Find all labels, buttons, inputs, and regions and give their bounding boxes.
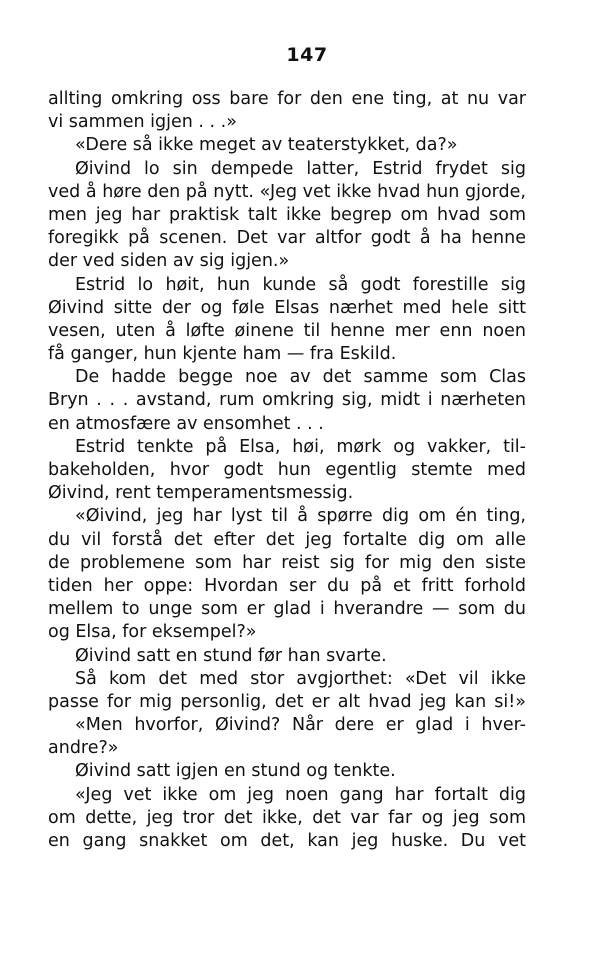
page-number: 147: [286, 44, 328, 66]
text-line: få ganger, hun kjente ham — fra Eskild.: [48, 344, 397, 365]
text-line: men jeg har praktisk talt ikke begrep om hvad som: [48, 204, 526, 225]
text-line: bakeholden, hvor godt hun egentlig stemte med: [48, 460, 526, 480]
text-line: om dette, jeg tror det ikke, det var far og jeg som: [48, 807, 526, 828]
text-line: de problemene som har reist sig for mig den siste: [48, 552, 526, 573]
text-line: Estrid lo høit, hun kunde så godt forestille sig: [75, 274, 526, 295]
text-line: allting omkring oss bare for den ene ting, at nu var: [48, 89, 526, 109]
text-line: andre?»: [48, 738, 119, 759]
text-line: vi sammen igjen . . .»: [48, 112, 237, 133]
text-line: «Dere så ikke meget av teaterstykket, da?»: [75, 135, 458, 156]
body-text: [48, 88, 526, 853]
text-line: og Elsa, for eksempel?»: [48, 622, 257, 643]
text-line: Øivind sitte der og føle Elsas nærhet med hele sitt: [48, 297, 526, 318]
text-line: vesen, uten å løfte øinene til henne mer enn noen: [48, 320, 526, 341]
text-line: en gang snakket om det, kan jeg huske. Du vet: [48, 831, 526, 851]
text-line: der ved siden av sig igjen.»: [48, 251, 290, 272]
text-line: ved å høre den på nytt. «Jeg vet ikke hvad hun gjorde,: [48, 181, 526, 202]
text-line: «Øivind, jeg har lyst til å spørre dig om én ting,: [75, 506, 526, 527]
text-line: Øivind satt en stund før han svarte.: [75, 645, 387, 666]
text-line: Øivind lo sin dempede latter, Estrid frydet sig: [75, 158, 526, 179]
text-line: foregikk på scenen. Det var altfor godt å ha henne: [48, 228, 526, 249]
text-line: «Jeg vet ikke om jeg noen gang har fortalt dig: [75, 784, 526, 805]
text-line: passe for mig personlig, det er alt hvad jeg kan si!»: [48, 691, 526, 712]
text-line: tiden her oppe: Hvordan ser du på et fritt forhold: [48, 575, 526, 596]
text-line: mellem to unge som er glad i hverandre — som du: [48, 599, 526, 620]
text-line: en atmosfære av ensomhet . . .: [48, 413, 324, 434]
text-line: du vil forstå det efter det jeg fortalte dig om alle: [48, 529, 526, 550]
text-line: Estrid tenkte på Elsa, høi, mørk og vakker, til-: [75, 436, 526, 457]
text-line: De hadde begge noe av det samme som Clas: [75, 367, 526, 388]
text-line: «Men hvorfor, Øivind? Når dere er glad i hver-: [75, 715, 526, 736]
text-line: Så kom det med stor avgjorthet: «Det vil ikke: [75, 668, 526, 689]
text-line: Øivind satt igjen en stund og tenkte.: [75, 761, 396, 782]
text-line: Bryn . . . avstand, rum omkring sig, midt i nærheten: [48, 390, 526, 411]
text-line: Øivind, rent temperamentsmessig.: [48, 483, 354, 504]
